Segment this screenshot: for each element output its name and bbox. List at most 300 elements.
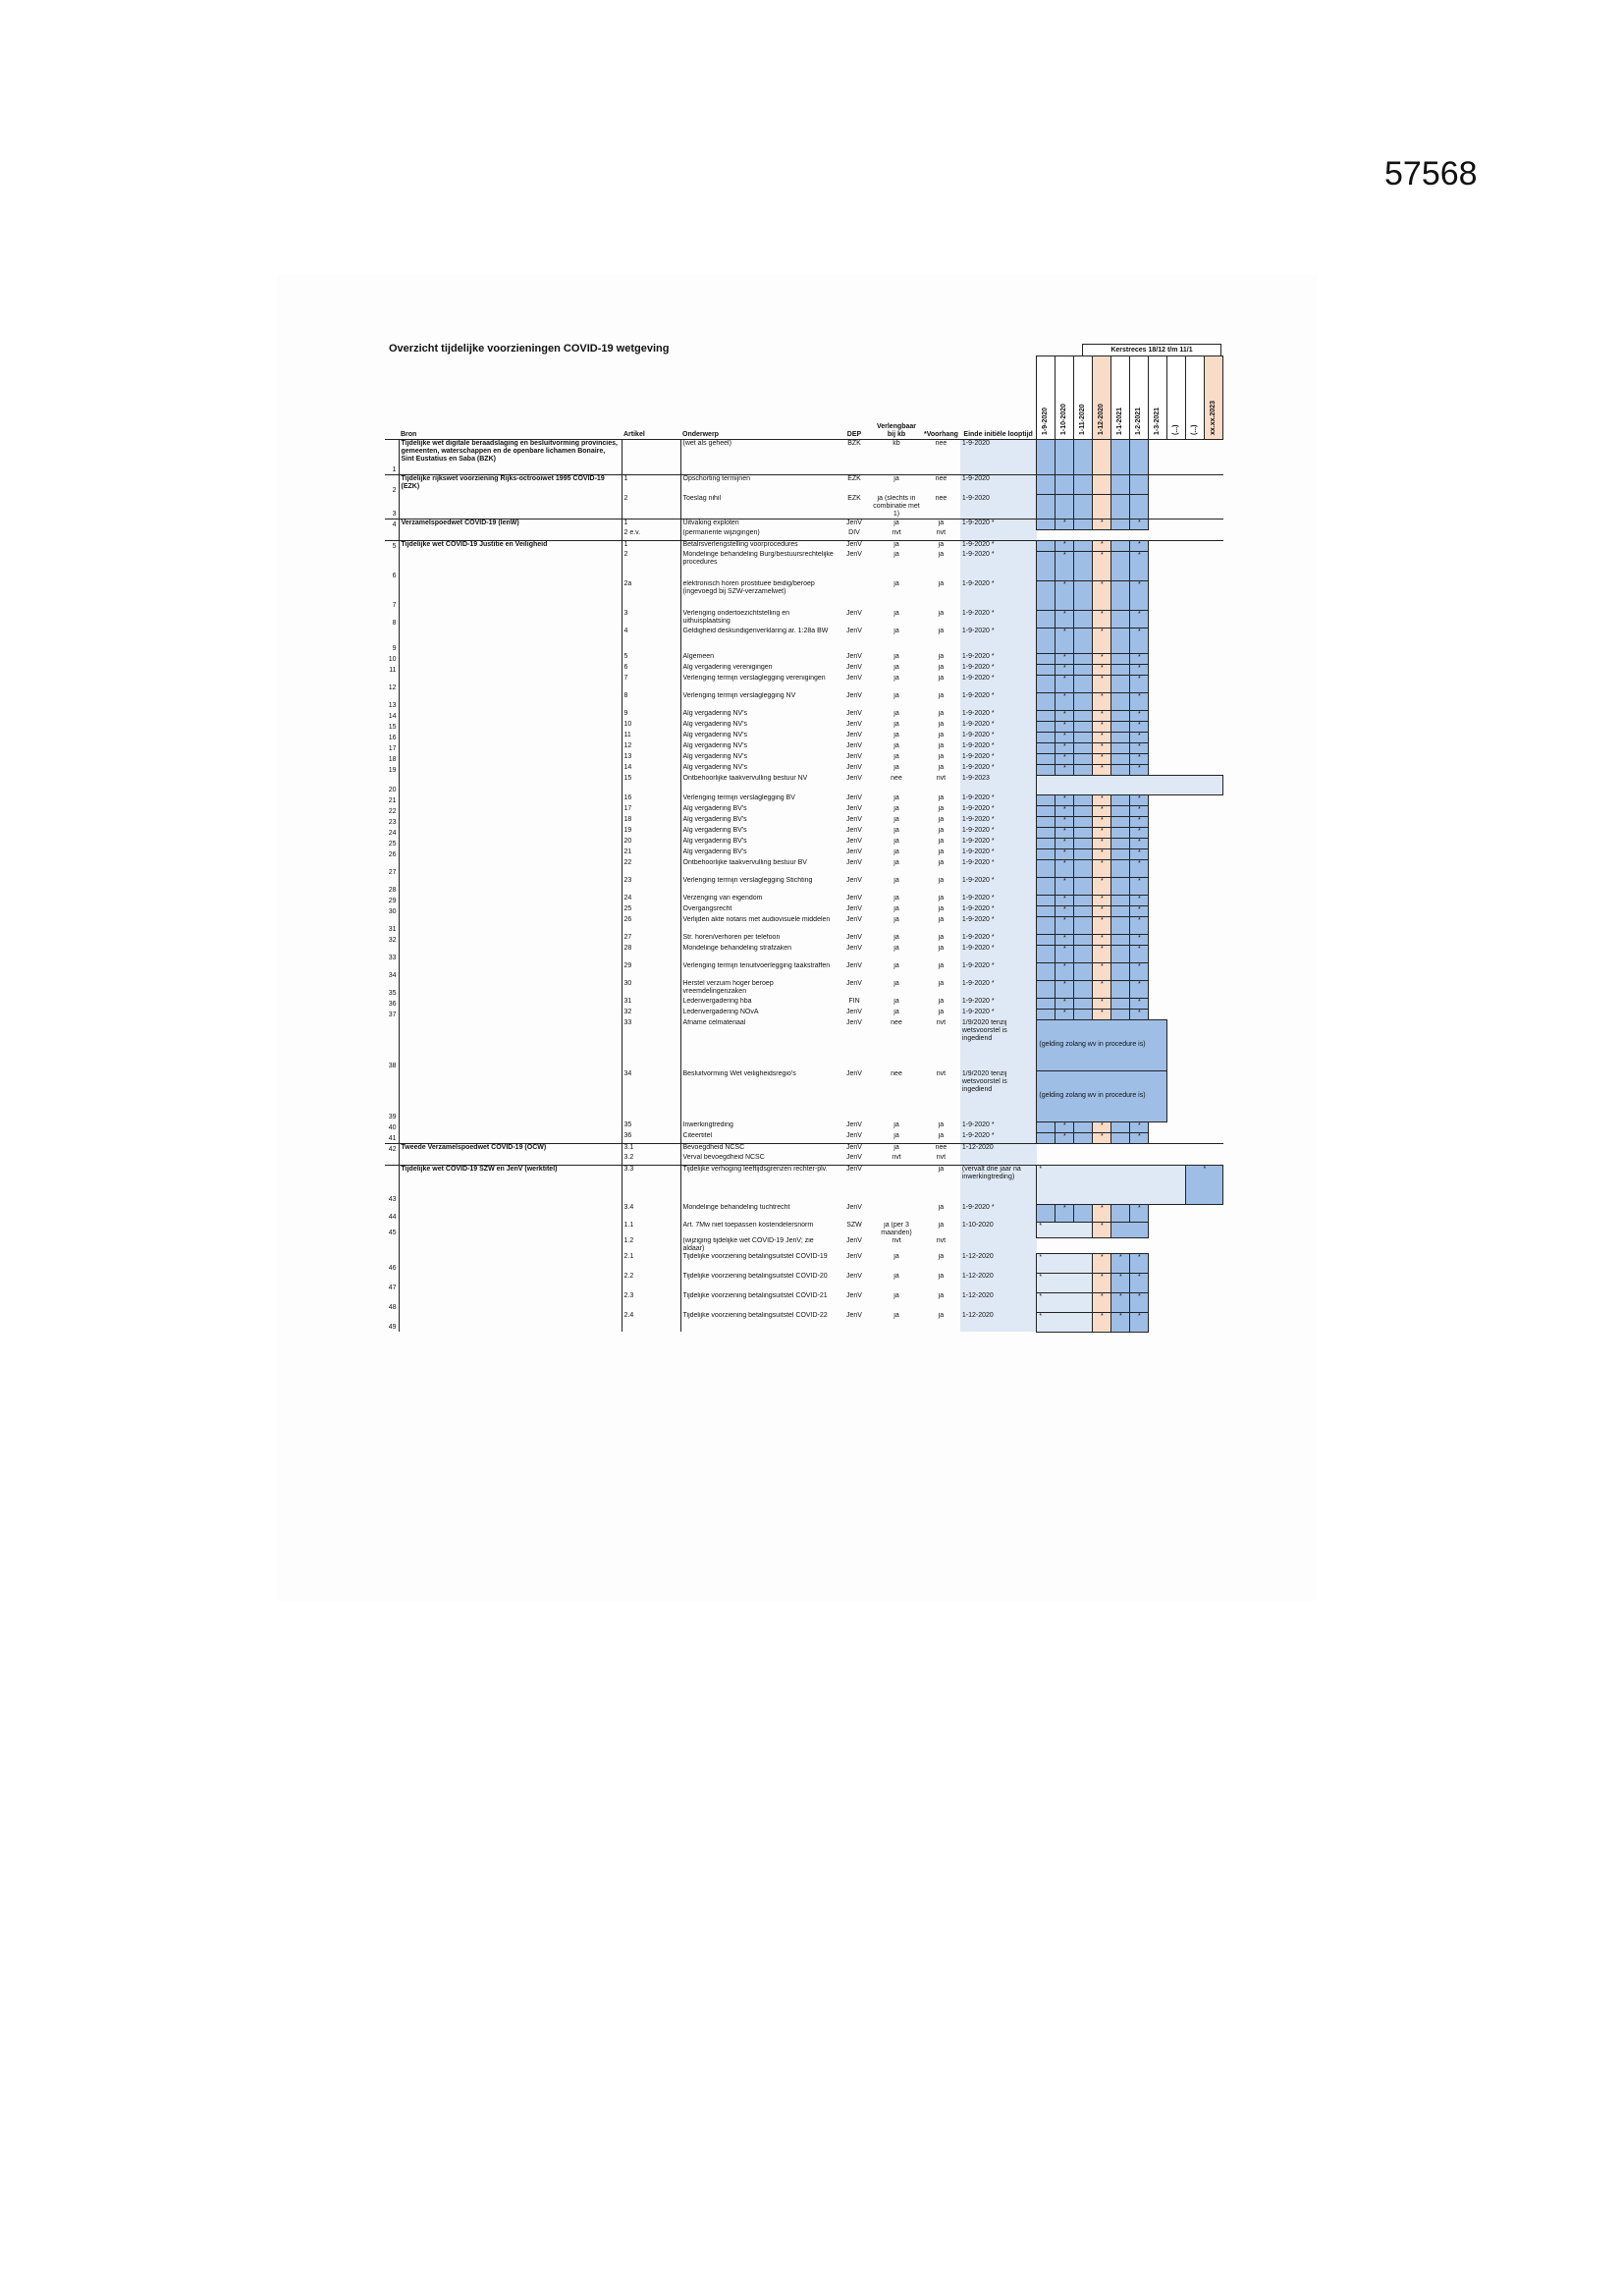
row-number: 11 xyxy=(389,667,397,674)
article-number: 29 xyxy=(622,962,680,980)
voorhang: ja xyxy=(938,742,945,749)
date-cell xyxy=(1074,945,1093,962)
date-cell xyxy=(1037,877,1056,895)
date-cell xyxy=(1186,905,1205,916)
date-cell xyxy=(1111,753,1130,764)
subject: Verlenging termijn verslaglegging Stichting xyxy=(682,877,813,884)
date-cell xyxy=(1205,1312,1223,1332)
department: JenV xyxy=(846,664,862,671)
row-number: 23 xyxy=(388,819,397,826)
date-cell xyxy=(1149,540,1167,551)
date-cell xyxy=(1149,1253,1167,1273)
subject: Verlenging termijn verslaglegging NV xyxy=(682,692,796,699)
date-cell xyxy=(1037,710,1056,721)
department: JenV xyxy=(846,848,862,855)
subject: Alg vergadering NV's xyxy=(682,753,748,760)
date-cell: * xyxy=(1056,827,1074,838)
date-cell xyxy=(1074,895,1093,905)
subject: Alg vergadering NV's xyxy=(682,732,748,738)
subject: Uitvaking exploten xyxy=(680,519,838,529)
date-cell xyxy=(1186,529,1205,540)
date-cell xyxy=(1205,1019,1223,1070)
department: JenV xyxy=(846,816,862,823)
department: JenV xyxy=(846,934,862,941)
extendable: ja xyxy=(893,551,899,558)
date-cell xyxy=(1205,998,1223,1009)
date-cell xyxy=(1149,628,1167,653)
date-cell: * xyxy=(1056,721,1074,732)
date-cell xyxy=(1111,732,1130,742)
subject: Mondelinge behandeling Burg/bestuursrechtelijke procedures xyxy=(682,551,834,566)
extendable: ja xyxy=(893,895,899,902)
row-number: 4 xyxy=(385,519,399,529)
date-cell: * xyxy=(1056,998,1074,1009)
extendable: kb xyxy=(871,440,922,475)
date-cell: * xyxy=(1130,732,1149,742)
department: JenV xyxy=(846,1292,862,1299)
extendable: ja xyxy=(871,1143,922,1154)
date-cell xyxy=(1167,980,1186,998)
date-cell xyxy=(1205,475,1223,495)
date-cell: * xyxy=(1056,838,1074,848)
date-cell: * xyxy=(1056,816,1074,827)
date-cell xyxy=(1205,905,1223,916)
date-cell xyxy=(1167,495,1186,519)
extendable: ja xyxy=(893,710,899,717)
department: JenV xyxy=(846,859,862,866)
date-cell: * xyxy=(1130,838,1149,848)
date-cell xyxy=(1205,1121,1223,1132)
row-number: 34 xyxy=(388,972,397,979)
date-cell: * xyxy=(1093,675,1111,692)
date-cell xyxy=(1149,495,1167,519)
subject: Tijdelijke voorziening betalingsuitstel COVID-20 xyxy=(682,1273,828,1280)
date-cell xyxy=(1186,440,1205,475)
article-number: 2.2 xyxy=(622,1273,680,1292)
extendable: ja xyxy=(893,1121,899,1128)
article-number: 18 xyxy=(622,816,680,827)
date-cell: * xyxy=(1056,753,1074,764)
date-cell xyxy=(1074,848,1093,859)
end-date: 1-9-2020 * xyxy=(960,721,1037,732)
date-cell xyxy=(1074,519,1093,529)
department: EZK xyxy=(847,494,861,502)
date-cell xyxy=(1149,1009,1167,1019)
voorhang: nee xyxy=(935,494,947,502)
voorhang: ja xyxy=(938,859,945,866)
date-cell: * xyxy=(1130,540,1149,551)
extendable: nee xyxy=(891,1070,902,1077)
date-cell: * xyxy=(1056,916,1074,934)
date-cell xyxy=(1149,1292,1167,1312)
subject: Alg vergadering BV's xyxy=(682,827,747,834)
department: SZW xyxy=(846,1222,862,1229)
date-cell xyxy=(1186,1222,1205,1237)
end-date: 1-9-2020 * xyxy=(960,692,1037,710)
department: JenV xyxy=(846,775,862,782)
date-cell xyxy=(1074,653,1093,664)
row-number: 39 xyxy=(388,1114,397,1121)
date-cell xyxy=(1205,945,1223,962)
date-cell xyxy=(1149,1132,1167,1143)
end-date: 1-9-2020 * xyxy=(960,998,1037,1009)
date-cell: * xyxy=(1056,580,1074,610)
date-cell xyxy=(1167,721,1186,732)
date-cell: * xyxy=(1111,1253,1130,1273)
date-cell: * xyxy=(1093,877,1111,895)
date-cell xyxy=(1093,529,1111,540)
department: JenV xyxy=(846,962,862,969)
row-number: 27 xyxy=(388,869,397,876)
subject: Verlenging termijn verslaglegging BV xyxy=(682,794,795,801)
date-cell xyxy=(1205,1143,1223,1154)
date-cell xyxy=(1111,934,1130,945)
date-cell xyxy=(1056,529,1074,540)
article-number: 16 xyxy=(622,794,680,805)
date-cell xyxy=(1167,710,1186,721)
date-cell xyxy=(1037,721,1056,732)
date-cell xyxy=(1186,1237,1205,1253)
extendable: ja xyxy=(893,877,899,884)
department: JenV xyxy=(846,610,862,617)
end-date: 1-9-2020 * xyxy=(960,805,1037,816)
date-cell: * xyxy=(1130,859,1149,877)
date-cell xyxy=(1111,905,1130,916)
date-cell: * xyxy=(1093,551,1111,580)
date-cell xyxy=(1111,475,1130,495)
end-date: 1-9-2020 * xyxy=(960,764,1037,775)
date-cell: * xyxy=(1130,1204,1149,1222)
date-cell xyxy=(1111,742,1130,753)
date-cell xyxy=(1093,1154,1111,1165)
subject: Alg vergadering NV's xyxy=(682,721,748,728)
date-cell xyxy=(1037,475,1056,495)
end-date: 1-9-2020 * xyxy=(960,540,1037,551)
end-date: 1-9-2020 * xyxy=(960,1121,1037,1132)
date-cell: * xyxy=(1093,980,1111,998)
date-cell: * xyxy=(1056,675,1074,692)
date-cell xyxy=(1037,732,1056,742)
date-cell: * xyxy=(1093,732,1111,742)
date-cell xyxy=(1130,495,1149,519)
department: JenV xyxy=(846,742,862,749)
date-cell: * xyxy=(1111,1292,1130,1312)
date-cell xyxy=(1074,998,1093,1009)
date-cell xyxy=(1111,859,1130,877)
date-cell xyxy=(1037,1143,1056,1154)
date-cell xyxy=(1205,1222,1223,1237)
light-period-bar: * xyxy=(1037,1312,1093,1332)
date-cell: * xyxy=(1130,653,1149,664)
date-cell xyxy=(1167,475,1186,495)
date-cell xyxy=(1167,732,1186,742)
date-cell xyxy=(1167,653,1186,664)
date-cell: * xyxy=(1056,1121,1074,1132)
date-cell xyxy=(1205,838,1223,848)
article-number: 1.1 xyxy=(622,1222,680,1237)
voorhang: ja xyxy=(938,628,945,634)
article-number: 14 xyxy=(622,764,680,775)
date-cell xyxy=(1149,838,1167,848)
end-date: 1-9-2020 * xyxy=(960,877,1037,895)
row-number: 49 xyxy=(388,1324,397,1331)
voorhang: nvt xyxy=(936,775,947,782)
end-date: 1-9-2020 * xyxy=(960,551,1037,580)
row-number: 17 xyxy=(388,745,397,752)
article-number: 3.1 xyxy=(622,1143,680,1154)
date-cell: * xyxy=(1093,1292,1111,1312)
date-cell: * xyxy=(1056,1204,1074,1222)
article-number: 17 xyxy=(622,805,680,816)
date-cell xyxy=(1149,710,1167,721)
date-cell: * xyxy=(1130,610,1149,628)
date-cell: * xyxy=(1056,962,1074,980)
end-date xyxy=(960,1237,1037,1253)
row-number: 31 xyxy=(388,926,397,933)
voorhang: ja xyxy=(922,1165,960,1204)
end-date: 1-9-2020 * xyxy=(960,675,1037,692)
date-cell xyxy=(1037,628,1056,653)
article-number: 13 xyxy=(622,753,680,764)
extendable: ja xyxy=(893,1009,899,1015)
date-cell xyxy=(1074,877,1093,895)
department: DIV xyxy=(848,529,860,536)
end-date: 1-9-2020 * xyxy=(960,827,1037,838)
date-cell: * xyxy=(1130,895,1149,905)
header-date: 1-2-2021 xyxy=(1135,407,1143,435)
voorhang: ja xyxy=(938,764,945,771)
end-date: 1-9-2020 * xyxy=(960,628,1037,653)
row-number: 15 xyxy=(388,724,397,731)
row-number: 20 xyxy=(388,787,397,793)
date-cell: * xyxy=(1130,848,1149,859)
date-cell xyxy=(1205,916,1223,934)
article-number: 25 xyxy=(622,905,680,916)
date-cell xyxy=(1149,1273,1167,1292)
table-row xyxy=(385,519,1223,529)
end-date: 1-10-2020 xyxy=(960,1222,1037,1237)
date-cell xyxy=(1205,962,1223,980)
header-bron: Bron xyxy=(401,431,417,438)
article-number: 1 xyxy=(622,519,680,529)
date-cell xyxy=(1037,962,1056,980)
article-number: 3.2 xyxy=(622,1154,680,1165)
date-cell: * xyxy=(1093,859,1111,877)
source-law: Tijdelijke wet digitale beraadslaging en besluitvorming provincies, gemeenten, waterschappen en de openbare lichamen Bonaire, Sint Eustatius en Saba (BZK) xyxy=(399,440,622,475)
article-number: 34 xyxy=(622,1070,680,1121)
date-cell xyxy=(1186,1273,1205,1292)
article-number: 23 xyxy=(622,877,680,895)
date-cell xyxy=(1130,1154,1149,1165)
subject: Alg vergadering BV's xyxy=(682,838,747,845)
date-cell xyxy=(1205,895,1223,905)
end-date: 1-9-2020 * xyxy=(960,905,1037,916)
date-cell xyxy=(1111,962,1130,980)
date-cell: * xyxy=(1093,998,1111,1009)
date-cell xyxy=(1205,1154,1223,1165)
date-cell xyxy=(1205,742,1223,753)
subject: Ontbehoorlijke taakvervulling bestuur NV xyxy=(682,775,808,782)
subject: Geldigheid deskundigenverklaring ar. 1:28a BW xyxy=(682,628,829,634)
article-number: 5 xyxy=(622,653,680,664)
date-cell xyxy=(1149,475,1167,495)
department: EZK xyxy=(838,475,871,495)
date-cell xyxy=(1205,692,1223,710)
department: JenV xyxy=(846,628,862,634)
extendable: ja xyxy=(893,1273,899,1280)
date-cell xyxy=(1130,1143,1149,1154)
date-cell xyxy=(1149,664,1167,675)
date-cell xyxy=(1149,1121,1167,1132)
date-cell xyxy=(1130,475,1149,495)
article-number: 35 xyxy=(622,1121,680,1132)
header-artikel: Artikel xyxy=(623,431,645,438)
date-cell: * xyxy=(1130,816,1149,827)
row-number: 16 xyxy=(388,735,397,741)
date-cell xyxy=(1186,540,1205,551)
subject: Ontbehoorlijke taakvervulling bestuur BV xyxy=(682,859,807,866)
date-cell xyxy=(1111,848,1130,859)
voorhang: ja xyxy=(922,519,960,529)
date-cell xyxy=(1186,1204,1205,1222)
date-cell xyxy=(1111,675,1130,692)
subject: Toeslag nihil xyxy=(682,494,722,502)
source-law: Tijdelijke wet COVID-19 SZW en JenV (werktitel) xyxy=(399,1165,622,1332)
table-title: Overzicht tijdelijke voorzieningen COVID-19 wetgeving xyxy=(389,343,670,355)
date-cell xyxy=(1205,1009,1223,1019)
date-cell xyxy=(1037,519,1056,529)
date-cell xyxy=(1037,980,1056,998)
department: JenV xyxy=(846,551,862,558)
date-cell xyxy=(1074,742,1093,753)
article-number: 3.3 xyxy=(622,1165,680,1204)
voorhang: ja xyxy=(938,905,945,912)
date-cell xyxy=(1186,1312,1205,1332)
date-cell xyxy=(1074,675,1093,692)
voorhang: ja xyxy=(938,732,945,738)
header-einde: Einde initiële looptijd xyxy=(963,431,1033,438)
article-number: 27 xyxy=(622,934,680,945)
date-cell xyxy=(1205,1292,1223,1312)
article-number: 1 xyxy=(622,475,680,495)
date-cell: * xyxy=(1093,895,1111,905)
date-cell xyxy=(1037,838,1056,848)
date-cell xyxy=(1056,440,1074,475)
subject: (wet als geheel) xyxy=(680,440,838,475)
article-number: 7 xyxy=(622,675,680,692)
date-cell xyxy=(1186,475,1205,495)
row-number: 9 xyxy=(392,645,397,652)
date-cell: * xyxy=(1130,980,1149,998)
date-cell xyxy=(1149,916,1167,934)
date-cell: * xyxy=(1111,1312,1130,1332)
header-date: 1-9-2020 xyxy=(1042,407,1050,435)
end-date: 1-9-2020 * xyxy=(960,1204,1037,1222)
end-date: 1-9-2020 * xyxy=(960,580,1037,610)
header-date: xx.xx.2023 xyxy=(1210,400,1218,435)
header-row xyxy=(385,356,1223,440)
date-cell xyxy=(1037,495,1056,519)
date-cell: * xyxy=(1056,540,1074,551)
date-cell xyxy=(1074,905,1093,916)
date-cell xyxy=(1111,519,1130,529)
end-date: 1-9-2020 * xyxy=(960,710,1037,721)
subject: Alg vergadering NV's xyxy=(682,742,748,749)
date-cell: * xyxy=(1056,848,1074,859)
date-cell: * xyxy=(1056,664,1074,675)
date-cell xyxy=(1149,1154,1167,1165)
row-number: 7 xyxy=(392,602,397,609)
header-voorhang: *Voorhang xyxy=(924,431,958,438)
end-date: 1-12-2020 xyxy=(960,1253,1037,1273)
date-cell: * xyxy=(1130,1292,1149,1312)
date-cell xyxy=(1056,1143,1074,1154)
department: FIN xyxy=(848,998,860,1005)
date-cell xyxy=(1111,653,1130,664)
department: JenV xyxy=(846,945,862,952)
date-cell xyxy=(1149,721,1167,732)
date-cell xyxy=(1074,916,1093,934)
date-cell: * xyxy=(1056,732,1074,742)
validity-note: (gelding zolang wv in procedure is) xyxy=(1037,1070,1167,1121)
subject: Overgangsrecht xyxy=(682,905,732,912)
date-cell xyxy=(1074,838,1093,848)
date-cell xyxy=(1111,1009,1130,1019)
end-date: 1-9-2020 * xyxy=(960,916,1037,934)
date-cell xyxy=(1186,1009,1205,1019)
extendable: ja (per 3 maanden) xyxy=(881,1222,912,1236)
row-number: 18 xyxy=(388,756,397,763)
validity-note: (gelding zolang wv in procedure is) xyxy=(1037,1019,1167,1070)
voorhang: nee xyxy=(922,1143,960,1154)
date-cell xyxy=(1111,980,1130,998)
date-cell xyxy=(1111,827,1130,838)
department: JenV xyxy=(846,1019,862,1026)
table-row xyxy=(385,440,1223,475)
subject: (wijziging tijdelijke wet COVID-19 JenV; zie aldaar) xyxy=(682,1237,814,1252)
end-date: 1-9-2020 * xyxy=(960,664,1037,675)
subject: Besluitvorming Wet veiligheidsregio's xyxy=(682,1070,796,1077)
extendable xyxy=(871,1204,922,1222)
source-law: Verzamelspoedwet COVID-19 (IenW) xyxy=(399,519,622,540)
subject: Opschorting termijnen xyxy=(680,475,838,495)
date-cell: * xyxy=(1056,794,1074,805)
date-cell xyxy=(1167,1222,1186,1237)
subject: Algemeen xyxy=(682,653,715,660)
department: JenV xyxy=(838,1143,871,1154)
date-cell xyxy=(1186,732,1205,742)
extendable: ja xyxy=(893,816,899,823)
date-cell: * xyxy=(1130,764,1149,775)
date-cell xyxy=(1037,764,1056,775)
date-cell: * xyxy=(1093,692,1111,710)
department: JenV xyxy=(846,794,862,801)
light-period-bar: * xyxy=(1037,1165,1186,1204)
date-cell: * xyxy=(1093,1312,1111,1332)
end-date: 1-12-2020 xyxy=(960,1312,1037,1332)
department: JenV xyxy=(846,764,862,771)
date-cell: * xyxy=(1093,519,1111,529)
date-cell: * xyxy=(1093,1009,1111,1019)
end-date: 1-9-2020 xyxy=(960,495,1037,519)
header-date: 1-3-2021 xyxy=(1154,407,1162,435)
voorhang: ja xyxy=(938,1273,945,1280)
date-cell xyxy=(1149,519,1167,529)
date-cell xyxy=(1167,945,1186,962)
date-cell xyxy=(1037,742,1056,753)
date-cell xyxy=(1056,495,1074,519)
row-number: 45 xyxy=(388,1230,397,1236)
